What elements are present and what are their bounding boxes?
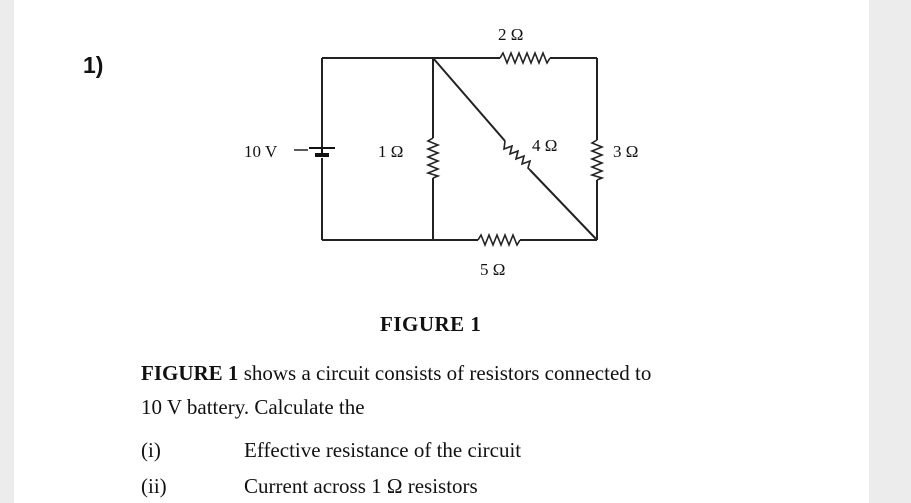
sub-question-text: Current across 1 Ω resistors (244, 474, 478, 498)
resistor-2-ohm (500, 53, 550, 63)
battery-label: 10 V (244, 142, 278, 161)
resistor-1-ohm-label: 1 Ω (378, 142, 404, 161)
battery-symbol (309, 148, 335, 155)
paragraph-line-1: shows a circuit consists of resistors connected to (238, 361, 652, 385)
question-number: 1) (83, 52, 104, 78)
figure-reference: FIGURE 1 (141, 361, 239, 385)
resistor-4-ohm (504, 141, 530, 170)
sub-question-number: (i) (141, 438, 161, 462)
resistor-2-ohm-label: 2 Ω (498, 25, 524, 44)
sub-question-text: Effective resistance of the circuit (244, 438, 522, 462)
resistor-3-ohm (592, 140, 602, 180)
wire-diagonal-top (433, 58, 505, 141)
paragraph-line-2: 10 V battery. Calculate the (141, 395, 365, 419)
resistor-5-ohm-label: 5 Ω (480, 260, 506, 279)
resistor-5-ohm (478, 235, 520, 245)
sub-question-number: (ii) (141, 474, 167, 498)
resistor-1-ohm (428, 138, 438, 178)
question-paragraph (141, 356, 841, 424)
figure-caption: FIGURE 1 (380, 312, 482, 336)
wire-diagonal-bottom (530, 170, 597, 240)
resistor-4-ohm-label: 4 Ω (532, 136, 558, 155)
resistor-3-ohm-label: 3 Ω (613, 142, 639, 161)
